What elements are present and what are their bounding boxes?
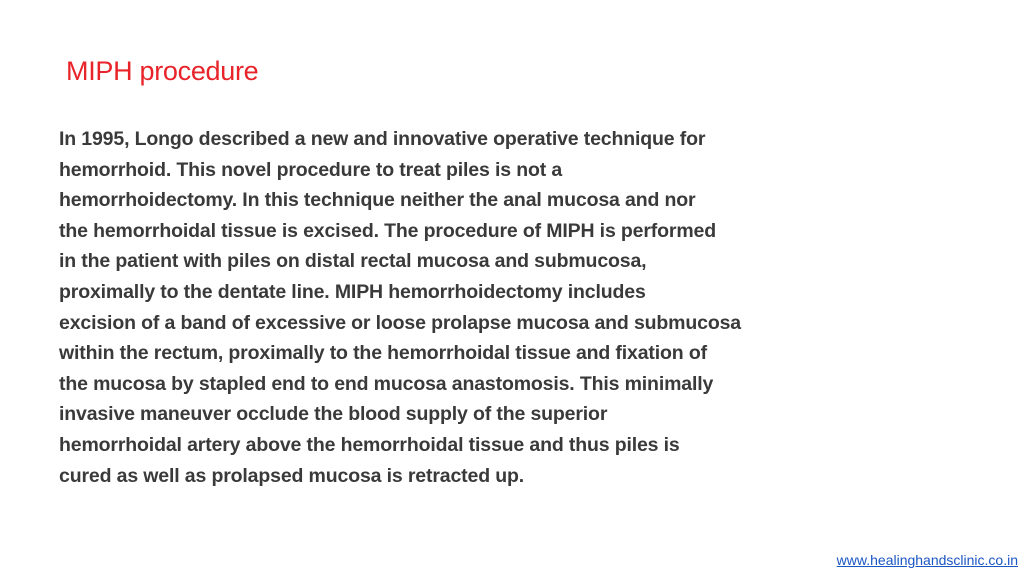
body-paragraph — [59, 124, 849, 491]
paragraph-line: excision of a band of excessive or loose prolapse mucosa and submucosa — [59, 311, 741, 334]
website-link[interactable]: www.healinghandsclinic.co.in — [836, 552, 1018, 568]
paragraph-line: hemorrhoidectomy. In this technique neither the anal mucosa and nor — [59, 189, 696, 212]
paragraph-line: in the patient with piles on distal rectal mucosa and submucosa, — [59, 250, 647, 273]
paragraph-line: the mucosa by stapled end to end mucosa anastomosis. This minimally — [59, 372, 714, 395]
paragraph-line: invasive maneuver occlude the blood supply of the superior — [59, 403, 608, 426]
paragraph-line: proximally to the dentate line. MIPH hemorrhoidectomy includes — [59, 280, 646, 303]
paragraph-line: within the rectum, proximally to the hemorrhoidal tissue and fixation of — [59, 342, 707, 365]
paragraph-line: hemorrhoidal artery above the hemorrhoidal tissue and thus piles is — [59, 433, 680, 456]
slide-title: MIPH procedure — [66, 56, 259, 86]
paragraph-line: In 1995, Longo described a new and innovative operative technique for — [59, 128, 706, 150]
paragraph-line: cured as well as prolapsed mucosa is retracted up. — [59, 464, 525, 487]
paragraph-line: the hemorrhoidal tissue is excised. The procedure of MIPH is performed — [59, 219, 716, 242]
paragraph-line: hemorrhoid. This novel procedure to treat piles is not a — [59, 158, 563, 181]
